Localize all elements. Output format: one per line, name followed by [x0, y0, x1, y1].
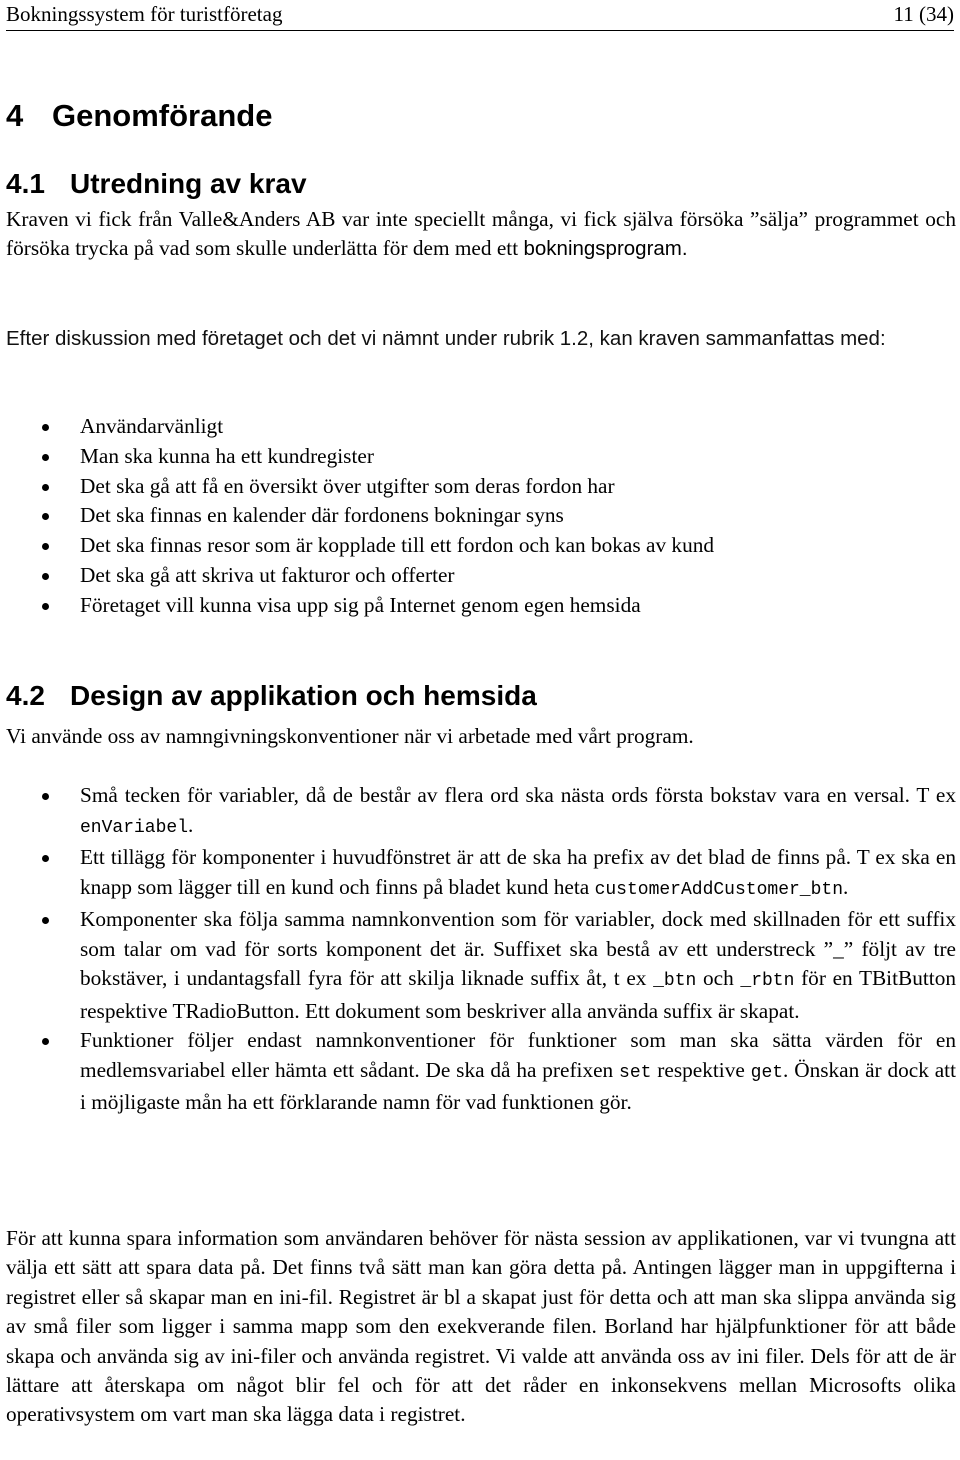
list-item: Komponenter ska följa samma namnkonvention som för variabler, dock med skillnaden för ett suffix som talar om vad för sorts komponent det är. Suffixet ska bestå av ett understreck ”_” följt av tre bokstäver, i undantagsfall fyra för att skilja liknade suffix åt, t ex _btn och _rbtn för en TBitButton respektive TRadioButton. Ett dokument som beskriver alla använda suffix är skapat. — [0, 905, 956, 1026]
paragraph-text: Kraven vi fick från Valle&Anders AB var inte speciellt många, vi fick själva försöka ”sälja” programmet och försöka trycka på vad som skulle underlätta för dem med ett — [6, 207, 956, 261]
section-number: 4.1 — [6, 168, 45, 199]
requirements-list — [0, 412, 956, 621]
page-header — [6, 0, 954, 31]
code-snippet: customerAddCustomer_btn — [594, 879, 844, 900]
conventions-list — [0, 781, 956, 1118]
list-item: Det ska finnas resor som är kopplade till ett fordon och kan bokas av kund — [0, 531, 956, 561]
section-number: 4.2 — [6, 680, 45, 711]
list-item: Ett tillägg för komponenter i huvudfönstret är att de ska ha prefix av det blad de finns på. T ex ska en knapp som lägger till en kund och finns på bladet kund heta customerAddCustomer_btn. — [0, 843, 956, 905]
list-item: Det ska gå att få en översikt över utgifter som deras fordon har — [0, 472, 956, 502]
code-snippet: get — [750, 1062, 784, 1083]
paragraph-discussion: Efter diskussion med företaget och det vi nämnt under rubrik 1.2, kan kraven sammanfattas med: — [6, 327, 886, 350]
list-item: Funktioner följer endast namnkonventioner för funktioner som man ska sätta värden för en medlemsvariabel eller hämta ett sådant. De ska då ha prefixen set respektive get. Önskan är dock att i möjligaste mån ha ett förklarande namn för vad funktionen gör. — [0, 1026, 956, 1118]
section-heading-4-1 — [6, 164, 307, 204]
list-item: Det ska gå att skriva ut fakturor och offerter — [0, 561, 956, 591]
section-title: Design av applikation och hemsida — [70, 680, 537, 711]
paragraph-settings-storage: För att kunna spara information som användaren behöver för nästa session av applikationen, var vi tvungna att välja ett sätt att spara data på. Det finns två sätt man kan göra detta på. Antingen lägger man in uppgifterna i registret eller så skapar man en ini-fil. Registret är bl a skapat just för detta och att man ska slippa använda sig av små filer som ligger i samma mapp som den exekverande filen. Borland har hjälpfunktioner för att både skapa och använda sig av ini-filer och använda registret. Vi valde att använda oss av ini filer. Dels för att de är lättare att återskapa om något blir fel och för att det råder en inkonsekvens mellan Microsofts olika operativsystem om vart man ska lägga data i registret. — [6, 1226, 956, 1427]
paragraph-intro — [6, 205, 956, 264]
section-heading-4-2 — [6, 676, 537, 716]
section-title: Utredning av krav — [70, 168, 307, 199]
code-snippet: enVariabel — [80, 817, 189, 838]
list-item: Företaget vill kunna visa upp sig på Internet genom egen hemsida — [0, 591, 956, 621]
paragraph-conventions-intro: Vi använde oss av namngivningskonventioner när vi arbetade med vårt program. — [6, 724, 694, 748]
code-snippet: _rbtn — [740, 971, 795, 991]
list-item: Små tecken för variabler, då de består av flera ord ska nästa ords första bokstav vara en versal. T ex enVariabel. — [0, 781, 956, 843]
paragraph-text-tail: bokningsprogram. — [523, 237, 688, 261]
chapter-heading — [6, 92, 272, 140]
code-snippet: set — [619, 1062, 652, 1083]
chapter-number: 4 — [6, 98, 24, 133]
chapter-title: Genomförande — [52, 98, 273, 133]
code-snippet: _btn — [653, 971, 697, 991]
list-item: Man ska kunna ha ett kundregister — [0, 442, 956, 472]
page-number: 11 (34) — [893, 2, 954, 26]
document-title: Bokningssystem för turistföretag — [6, 2, 283, 26]
list-item: Användarvänligt — [0, 412, 956, 442]
list-item: Det ska finnas en kalender där fordonens bokningar syns — [0, 501, 956, 531]
